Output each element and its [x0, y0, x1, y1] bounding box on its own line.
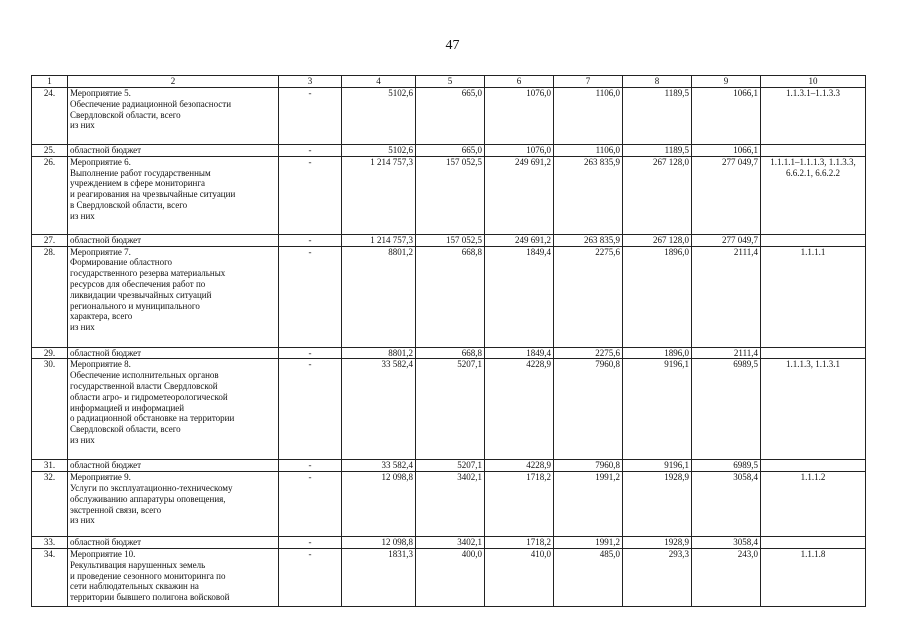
table-row	[32, 246, 866, 347]
row-value-cell: 400,0	[416, 548, 485, 606]
row-value-cell: 410,0	[485, 548, 554, 606]
row-value-cell: 8801,2	[342, 246, 416, 347]
row-source-cell: -	[279, 234, 342, 246]
row-target-ref-cell	[761, 145, 866, 157]
row-value-cell: 263 835,9	[554, 234, 623, 246]
row-value-cell: 6989,5	[692, 460, 761, 472]
row-value-cell: 1066,1	[692, 145, 761, 157]
header-cell: 10	[761, 76, 866, 88]
row-value-cell: 1076,0	[485, 145, 554, 157]
row-value-cell: 1189,5	[623, 88, 692, 145]
row-value-cell: 1896,0	[623, 246, 692, 347]
row-value-cell: 157 052,5	[416, 156, 485, 234]
row-value-cell: 12 098,8	[342, 472, 416, 537]
row-number-cell: 29.	[32, 347, 68, 359]
row-name-cell: областной бюджет	[68, 347, 279, 359]
row-value-cell: 1991,2	[554, 472, 623, 537]
header-cell: 6	[485, 76, 554, 88]
row-target-ref-cell	[761, 460, 866, 472]
row-value-cell: 249 691,2	[485, 156, 554, 234]
row-name-cell: Мероприятие 10. Рекультивация нарушенных земель и проведение сезонного мониторинга по сети наблюдательных скважин на территории бывшего полигона войсковой	[68, 548, 279, 606]
row-value-cell: 5102,6	[342, 145, 416, 157]
row-value-cell: 243,0	[692, 548, 761, 606]
row-value-cell: 1718,2	[485, 537, 554, 549]
row-value-cell: 1928,9	[623, 537, 692, 549]
row-target-ref-cell: 1.1.1.1	[761, 246, 866, 347]
row-name-cell: областной бюджет	[68, 537, 279, 549]
row-value-cell: 1106,0	[554, 145, 623, 157]
row-target-ref-cell: 1.1.1.3, 1.1.3.1	[761, 359, 866, 460]
row-target-ref-cell	[761, 537, 866, 549]
row-name-cell: Мероприятие 8. Обеспечение исполнительных органов государственной власти Свердловской области агро- и гидрометеорологической информацией и информацией о радиационной обстановке на территории Свердловской области, всего из них	[68, 359, 279, 460]
row-name-cell: Мероприятие 5. Обеспечение радиационной безопасности Свердловской области, всего из них	[68, 88, 279, 145]
row-source-cell: -	[279, 88, 342, 145]
row-source-cell: -	[279, 537, 342, 549]
header-cell: 2	[68, 76, 279, 88]
table-row	[32, 537, 866, 549]
header-cell: 1	[32, 76, 68, 88]
row-value-cell: 5207,1	[416, 359, 485, 460]
row-target-ref-cell: 1.1.1.8	[761, 548, 866, 606]
row-value-cell: 293,3	[623, 548, 692, 606]
row-value-cell: 1 214 757,3	[342, 156, 416, 234]
row-value-cell: 1849,4	[485, 347, 554, 359]
row-value-cell: 277 049,7	[692, 156, 761, 234]
row-value-cell: 668,8	[416, 347, 485, 359]
header-cell: 3	[279, 76, 342, 88]
row-value-cell: 267 128,0	[623, 234, 692, 246]
row-value-cell: 1928,9	[623, 472, 692, 537]
table-row	[32, 472, 866, 537]
row-value-cell: 3058,4	[692, 537, 761, 549]
header-cell: 4	[342, 76, 416, 88]
table-row	[32, 234, 866, 246]
row-value-cell: 267 128,0	[623, 156, 692, 234]
row-value-cell: 4228,9	[485, 460, 554, 472]
row-source-cell: -	[279, 246, 342, 347]
row-value-cell: 2275,6	[554, 347, 623, 359]
row-value-cell: 1106,0	[554, 88, 623, 145]
row-value-cell: 1991,2	[554, 537, 623, 549]
row-value-cell: 7960,8	[554, 359, 623, 460]
row-value-cell: 1831,3	[342, 548, 416, 606]
program-table	[31, 75, 866, 607]
row-source-cell: -	[279, 548, 342, 606]
row-value-cell: 665,0	[416, 88, 485, 145]
row-value-cell: 33 582,4	[342, 359, 416, 460]
row-number-cell: 33.	[32, 537, 68, 549]
row-value-cell: 1076,0	[485, 88, 554, 145]
row-value-cell: 2111,4	[692, 246, 761, 347]
table-row	[32, 548, 866, 606]
table-row	[32, 359, 866, 460]
row-value-cell: 12 098,8	[342, 537, 416, 549]
row-value-cell: 33 582,4	[342, 460, 416, 472]
row-number-cell: 31.	[32, 460, 68, 472]
row-value-cell: 4228,9	[485, 359, 554, 460]
row-value-cell: 277 049,7	[692, 234, 761, 246]
row-value-cell: 6989,5	[692, 359, 761, 460]
row-value-cell: 1896,0	[623, 347, 692, 359]
row-value-cell: 3402,1	[416, 472, 485, 537]
table-row	[32, 145, 866, 157]
row-value-cell: 9196,1	[623, 359, 692, 460]
row-target-ref-cell	[761, 234, 866, 246]
row-value-cell: 157 052,5	[416, 234, 485, 246]
row-value-cell: 668,8	[416, 246, 485, 347]
header-cell: 7	[554, 76, 623, 88]
row-value-cell: 7960,8	[554, 460, 623, 472]
row-value-cell: 8801,2	[342, 347, 416, 359]
header-cell: 5	[416, 76, 485, 88]
table-row	[32, 156, 866, 234]
row-value-cell: 249 691,2	[485, 234, 554, 246]
row-source-cell: -	[279, 460, 342, 472]
row-value-cell: 2111,4	[692, 347, 761, 359]
row-number-cell: 27.	[32, 234, 68, 246]
row-value-cell: 5207,1	[416, 460, 485, 472]
header-cell: 9	[692, 76, 761, 88]
row-source-cell: -	[279, 145, 342, 157]
row-target-ref-cell: 1.1.1.2	[761, 472, 866, 537]
row-value-cell: 1189,5	[623, 145, 692, 157]
row-source-cell: -	[279, 359, 342, 460]
row-target-ref-cell	[761, 347, 866, 359]
row-number-cell: 28.	[32, 246, 68, 347]
row-number-cell: 26.	[32, 156, 68, 234]
row-target-ref-cell: 1.1.1.1–1.1.1.3, 1.1.3.3, 6.6.2.1, 6.6.2.2	[761, 156, 866, 234]
row-value-cell: 1 214 757,3	[342, 234, 416, 246]
row-name-cell: Мероприятие 9. Услуги по эксплуатационно-техническому обслуживанию аппаратуры оповещения, экстренной связи, всего из них	[68, 472, 279, 537]
row-value-cell: 3402,1	[416, 537, 485, 549]
row-value-cell: 2275,6	[554, 246, 623, 347]
row-target-ref-cell: 1.1.3.1–1.1.3.3	[761, 88, 866, 145]
row-value-cell: 1718,2	[485, 472, 554, 537]
row-value-cell: 5102,6	[342, 88, 416, 145]
row-name-cell: Мероприятие 6. Выполнение работ государственным учреждением в сфере мониторинга и реагирования на чрезвычайные ситуации в Свердловской области, всего из них	[68, 156, 279, 234]
row-name-cell: областной бюджет	[68, 145, 279, 157]
row-source-cell: -	[279, 156, 342, 234]
row-value-cell: 1066,1	[692, 88, 761, 145]
row-value-cell: 485,0	[554, 548, 623, 606]
row-name-cell: Мероприятие 7. Формирование областного государственного резерва материальных ресурсов для обеспечения работ по ликвидации чрезвычайных ситуаций регионального и муниципального характера, всего из них	[68, 246, 279, 347]
row-number-cell: 32.	[32, 472, 68, 537]
row-number-cell: 34.	[32, 548, 68, 606]
table-row	[32, 460, 866, 472]
row-value-cell: 3058,4	[692, 472, 761, 537]
row-number-cell: 30.	[32, 359, 68, 460]
table-row	[32, 347, 866, 359]
row-name-cell: областной бюджет	[68, 460, 279, 472]
row-source-cell: -	[279, 347, 342, 359]
row-source-cell: -	[279, 472, 342, 537]
row-value-cell: 1849,4	[485, 246, 554, 347]
header-row	[32, 76, 866, 88]
row-number-cell: 25.	[32, 145, 68, 157]
row-value-cell: 665,0	[416, 145, 485, 157]
page-number: 47	[445, 38, 460, 53]
row-value-cell: 9196,1	[623, 460, 692, 472]
table-row	[32, 88, 866, 145]
row-number-cell: 24.	[32, 88, 68, 145]
header-cell: 8	[623, 76, 692, 88]
row-name-cell: областной бюджет	[68, 234, 279, 246]
row-value-cell: 263 835,9	[554, 156, 623, 234]
